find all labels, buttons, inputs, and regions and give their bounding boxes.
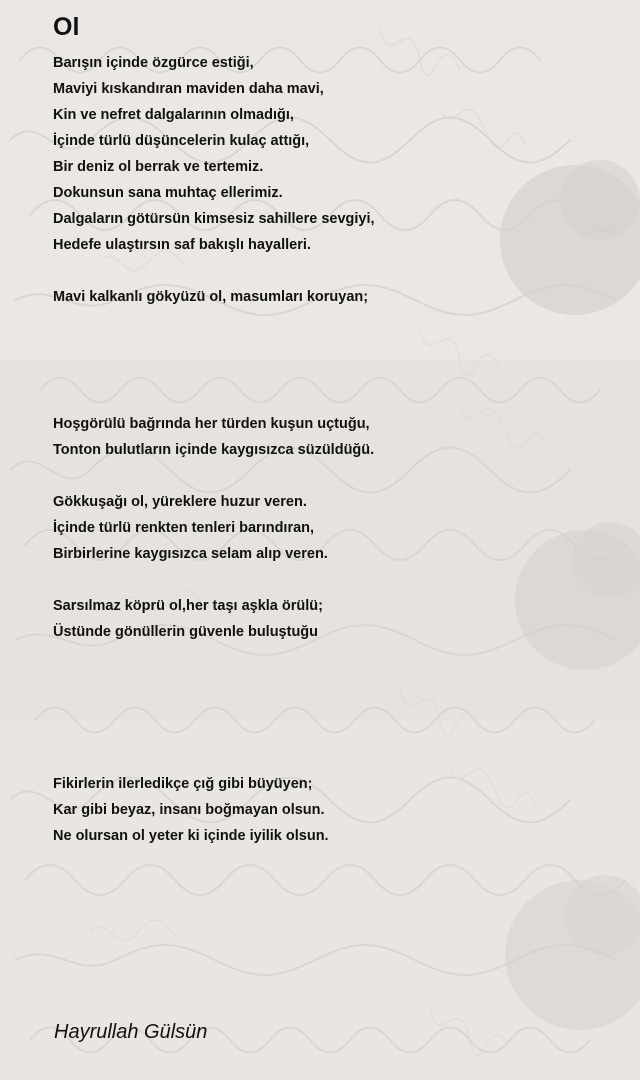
stanza-1 [53, 50, 375, 258]
stanza-5 [53, 593, 323, 645]
poem-line: Bir deniz ol berrak ve tertemiz. [53, 159, 264, 175]
poem-line: Fikirlerin ilerledikçe çığ gibi büyüyen; [53, 776, 313, 792]
poem-line: Kin ve nefret dalgalarının olmadığı, [53, 107, 294, 123]
poem-line: Maviyi kıskandıran maviden daha mavi, [53, 81, 324, 97]
stanza-3 [53, 411, 374, 463]
poem-line: Hoşgörülü bağrında her türden kuşun uçtuğu, [53, 416, 370, 432]
poem-line: İçinde türlü düşüncelerin kulaç attığı, [53, 133, 310, 149]
poem-line: Üstünde gönüllerin güvenle buluştuğu [53, 624, 319, 640]
poem-line: Tonton bulutların içinde kaygısızca süzüldüğü. [53, 442, 375, 458]
poem-line: Ne olursan ol yeter ki içinde iyilik olsun. [53, 828, 329, 844]
stanza-2 [53, 284, 368, 310]
poem-line: Dokunsun sana muhtaç ellerimiz. [53, 185, 283, 201]
stanza-4 [53, 489, 328, 567]
poem-author: Hayrullah Gülsün [54, 1021, 208, 1043]
poem-line: İçinde türlü renkten tenleri barındıran, [53, 520, 315, 536]
poem-line: Hedefe ulaştırsın saf bakışlı hayalleri. [53, 237, 311, 253]
poem-line: Barışın içinde özgürce estiği, [53, 55, 254, 71]
poem-line: Kar gibi beyaz, insanı boğmayan olsun. [53, 802, 325, 818]
poem-title: Ol [53, 13, 80, 41]
poem-line: Gökkuşağı ol, yüreklere huzur veren. [53, 494, 307, 510]
poem-line: Sarsılmaz köprü ol,her taşı aşkla örülü; [53, 598, 323, 614]
poem-line: Mavi kalkanlı gökyüzü ol, masumları koruyan; [53, 289, 369, 305]
poem-line: Birbirlerine kaygısızca selam alıp veren. [53, 546, 328, 562]
stanza-6 [53, 771, 329, 849]
poem-line: Dalgaların götürsün kimsesiz sahillere sevgiyi, [53, 211, 375, 227]
